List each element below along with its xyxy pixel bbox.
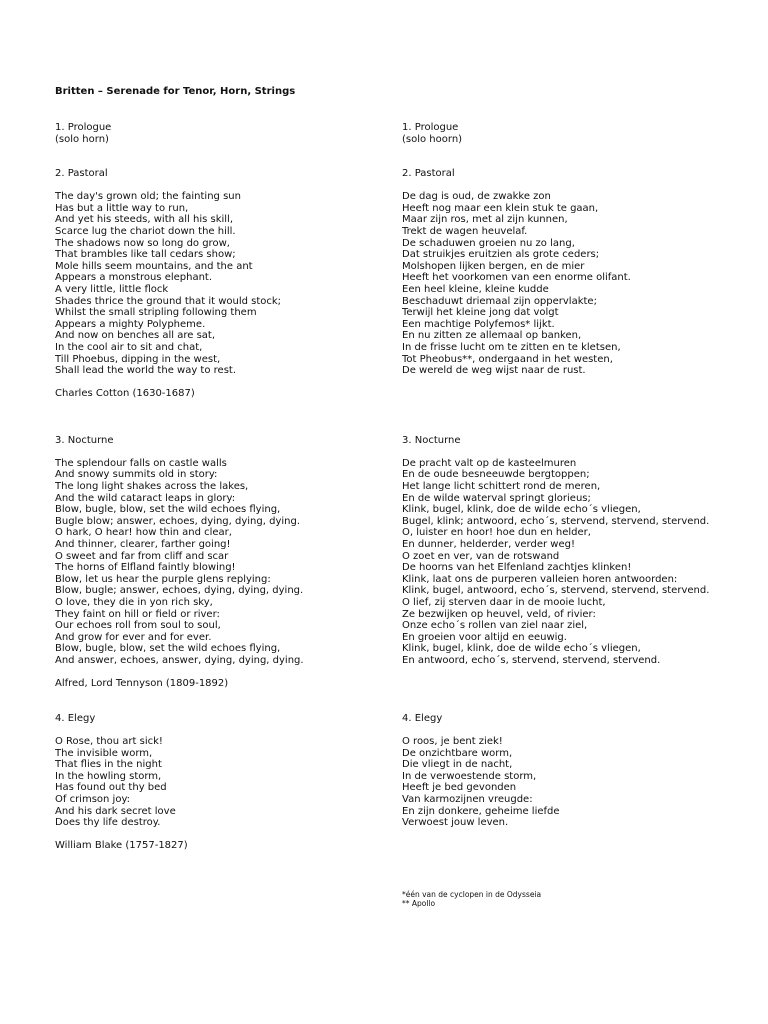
section-heading: 2. Pastoral (55, 168, 108, 179)
section-nocturne (402, 435, 742, 690)
poem-line: Dat struikjes eruitzien als grote ceders; (402, 249, 600, 261)
poem-line: Klink, laat ons de purperen valleien horen antwoorden: (402, 573, 678, 585)
poem-line: The shadows now so long do grow, (55, 237, 230, 249)
poem-line: Of crimson joy: (55, 794, 130, 806)
section-heading: 4. Elegy (402, 712, 443, 724)
poem-line: De pracht valt op de kasteelmuren (402, 457, 577, 469)
poem-line: O hark, O hear! how thin and clear, (55, 527, 232, 539)
poem-author: Charles Cotton (1630-1687) (55, 388, 195, 400)
poem-line: Scarce lug the chariot down the hill. (55, 225, 236, 237)
section-elegy (55, 713, 395, 852)
section-subtitle: (solo hoorn) (402, 133, 463, 145)
poem-line: Onze echo´s rollen van ziel naar ziel, (402, 620, 588, 632)
poem-line: And yet his steeds, with all his skill, (55, 214, 234, 226)
poem-line: And the wild cataract leaps in glory: (55, 492, 236, 504)
poem-line: The invisible worm, (55, 747, 153, 759)
poem-line: Trekt de wagen heuvelaf. (402, 225, 528, 237)
poem-line: Bugel, klink; antwoord, echo´s, stervend, stervend, stervend. (402, 515, 710, 527)
poem-line: En dunner, helderder, verder weg! (402, 539, 575, 550)
poem-line: Klink, bugel, antwoord, echo´s, stervend, stervend, stervend. (402, 585, 710, 597)
poem-line: Een heel kleine, kleine kudde (402, 283, 549, 295)
poem-line: Blow, bugle, blow, set the wild echoes flying, (55, 504, 281, 516)
poem-line: Whilst the small stripling following them (55, 307, 257, 319)
poem-line: That flies in the night (55, 759, 162, 771)
poem-line: And his dark secret love (55, 805, 176, 817)
section-heading: 3. Nocturne (55, 434, 114, 446)
section-heading: 4. Elegy (55, 712, 96, 724)
footnotes (402, 890, 541, 908)
poem-line: In de verwoestende storm, (402, 770, 537, 782)
section-pastoral (402, 168, 742, 400)
poem-line: O roos, je bent ziek! (402, 736, 503, 748)
poem-line: The day's grown old; the fainting sun (55, 191, 241, 203)
poem-line: Beschaduwt driemaal zijn oppervlakte; (402, 295, 597, 307)
poem-line: In de frisse lucht om te zitten en te kletsen, (402, 341, 621, 353)
poem-line: En de oude besneeuwde bergtoppen; (402, 469, 590, 481)
poem-line: Mole hills seem mountains, and the ant (55, 260, 253, 272)
poem-line: Our echoes roll from soul to soul, (55, 620, 221, 632)
poem-line: De hoorns van het Elfenland zachtjes klinken! (402, 562, 632, 574)
poem-line: Blow, bugle, blow, set the wild echoes flying, (55, 643, 281, 655)
poem-line: Klink, bugel, klink, doe de wilde echo´s vliegen, (402, 643, 641, 655)
poem-line: En antwoord, echo´s, stervend, stervend, stervend. (402, 654, 661, 666)
poem-line: De wereld de weg wijst naar de rust. (402, 365, 586, 377)
poem-line: En groeien voor altijd en eeuwig. (402, 631, 567, 643)
section-pastoral (55, 168, 395, 400)
poem-line: Van karmozijnen vreugde: (402, 794, 533, 806)
poem-line: O love, they die in yon rich sky, (55, 596, 213, 608)
section-prologue (55, 122, 395, 168)
poem-line: Die vliegt in de nacht, (402, 759, 513, 771)
poem-line: Has found out thy bed (55, 782, 167, 794)
section-subtitle: (solo horn) (55, 133, 109, 145)
section-heading: 1. Prologue (402, 122, 459, 133)
poem-line: Klink, bugel, klink, doe de wilde echo´s vliegen, (402, 504, 641, 516)
poem-line: And grow for ever and for ever. (55, 631, 212, 643)
poem-line: Heeft nog maar een klein stuk te gaan, (402, 202, 599, 214)
poem-line: The horns of Elfland faintly blowing! (55, 562, 236, 574)
poem-author: William Blake (1757-1827) (55, 840, 188, 852)
poem-lines (55, 191, 395, 377)
poem-line: O, luister en hoor! hoe dun en helder, (402, 527, 591, 539)
poem-line: Blow, let us hear the purple glens replying: (55, 573, 271, 585)
poem-line: O lief, zij sterven daar in de mooie lucht, (402, 596, 606, 608)
footnote: ** Apollo (402, 899, 436, 908)
poem-line: And snowy summits old in story: (55, 469, 218, 481)
poem-line: Heeft het voorkomen van een enorme olifant. (402, 272, 631, 284)
section-nocturne (55, 435, 395, 690)
poem-line: A very little, little flock (55, 283, 169, 295)
poem-line: Shades thrice the ground that it would stock; (55, 295, 282, 307)
poem-line: De onzichtbare worm, (402, 747, 513, 759)
poem-line: Maar zijn ros, met al zijn kunnen, (402, 214, 568, 226)
poem-line: Bugle blow; answer, echoes, dying, dying, dying. (55, 515, 301, 527)
poem-line: Terwijl het kleine jong dat volgt (402, 307, 559, 319)
poem-line: Een machtige Polyfemos* lijkt. (402, 318, 555, 330)
poem-lines (402, 458, 742, 667)
poem-line: O zoet en ver, van de rotswand (402, 550, 560, 562)
poem-line: Appears a monstrous elephant. (55, 272, 213, 284)
section-heading: 3. Nocturne (402, 434, 461, 446)
poem-lines (55, 458, 395, 667)
poem-line: In the cool air to sit and chat, (55, 341, 203, 353)
section-prologue (402, 122, 742, 168)
dutch-column (402, 122, 742, 829)
poem-line: O Rose, thou art sick! (55, 736, 163, 748)
poem-author: Alfred, Lord Tennyson (1809-1892) (55, 678, 229, 690)
page-title: Britten – Serenade for Tenor, Horn, Strings (55, 86, 296, 97)
section-elegy (402, 713, 742, 829)
footnote: *één van de cyclopen in de Odysseia (402, 890, 542, 899)
poem-line: Tot Pheobus**, ondergaand in het westen, (402, 353, 613, 365)
poem-line: Appears a mighty Polypheme. (55, 318, 206, 330)
section-heading: 2. Pastoral (402, 168, 455, 179)
poem-line: En de wilde waterval springt glorieus; (402, 492, 591, 504)
poem-line: En nu zitten ze allemaal op banken, (402, 330, 582, 342)
poem-line: Does thy life destroy. (55, 817, 161, 829)
poem-line: They faint on hill or field or river: (55, 608, 220, 620)
poem-line: In the howling storm, (55, 770, 162, 782)
poem-line: Has but a little way to run, (55, 202, 189, 214)
poem-line: De dag is oud, de zwakke zon (402, 191, 551, 203)
poem-line: Het lange licht schittert rond de meren, (402, 481, 601, 493)
poem-lines (55, 736, 395, 829)
poem-line: And now on benches all are sat, (55, 330, 216, 342)
poem-line: And thinner, clearer, farther going! (55, 539, 231, 550)
poem-line: Molshopen lijken bergen, en de mier (402, 260, 585, 272)
poem-line: Shall lead the world the way to rest. (55, 365, 237, 377)
poem-line: De schaduwen groeien nu zo lang, (402, 237, 575, 249)
poem-lines (402, 736, 742, 829)
poem-line: Ze bezwijken op heuvel, veld, of rivier: (402, 608, 596, 620)
poem-line: The long light shakes across the lakes, (55, 481, 249, 493)
poem-line: That brambles like tall cedars show; (55, 249, 236, 261)
section-heading: 1. Prologue (55, 122, 112, 133)
poem-lines (402, 191, 742, 377)
poem-line: Till Phoebus, dipping in the west, (55, 353, 221, 365)
poem-line: Heeft je bed gevonden (402, 782, 517, 794)
poem-line: Blow, bugle; answer, echoes, dying, dying, dying. (55, 585, 304, 597)
english-column (55, 122, 395, 852)
poem-line: En zijn donkere, geheime liefde (402, 805, 560, 817)
poem-line: And answer, echoes, answer, dying, dying, dying. (55, 654, 304, 666)
poem-line: Verwoest jouw leven. (402, 817, 509, 829)
poem-line: O sweet and far from cliff and scar (55, 550, 229, 562)
poem-line: The splendour falls on castle walls (55, 457, 227, 469)
